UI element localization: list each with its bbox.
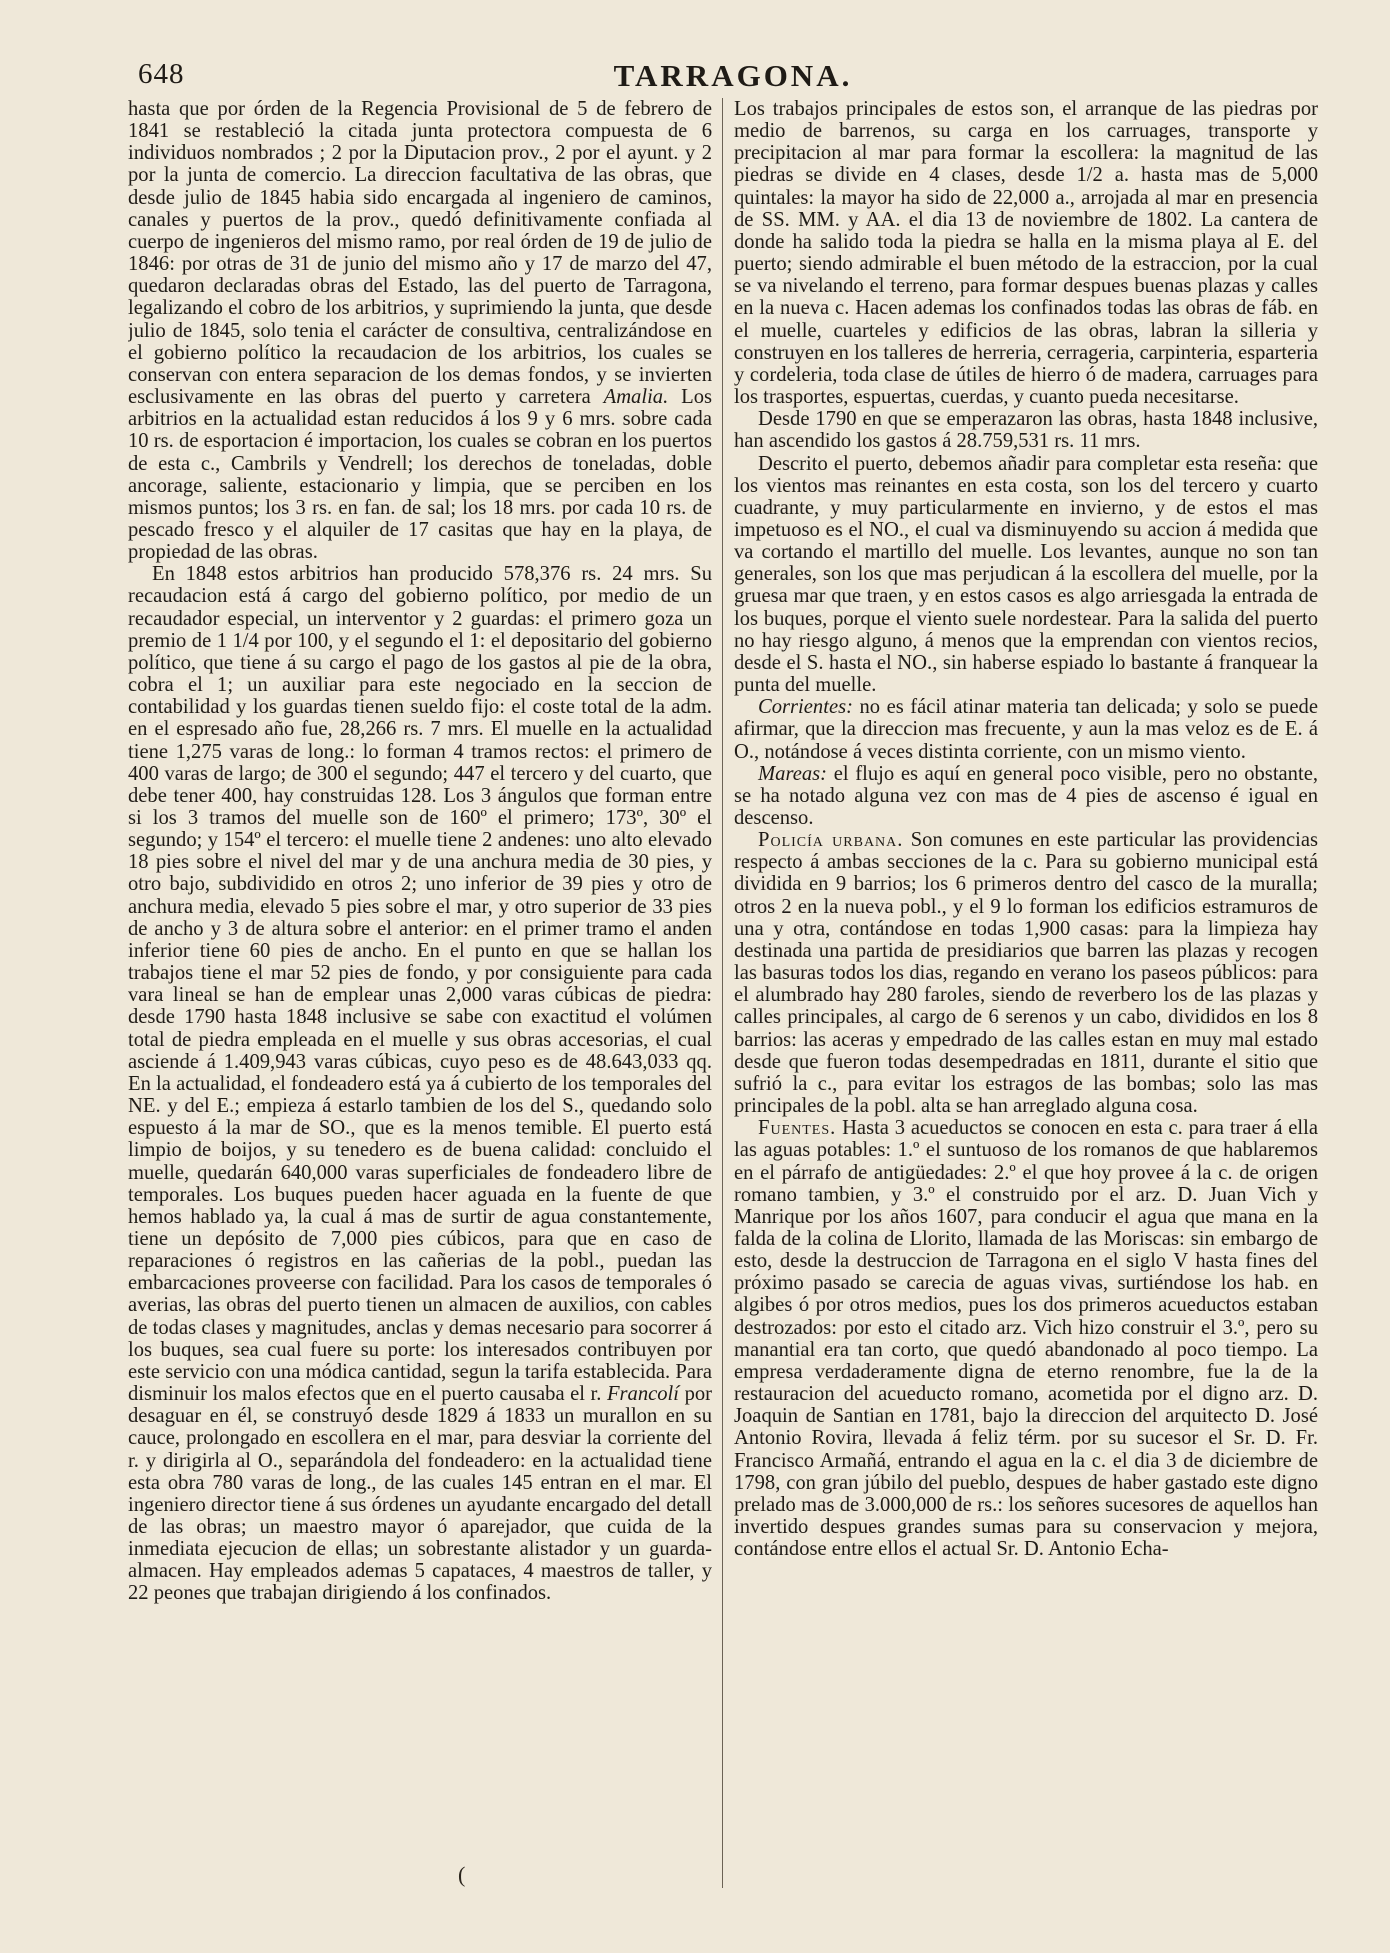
left-column bbox=[128, 98, 712, 1908]
paragraph: Policía urbana. Son comunes en este particular las providencias respecto á ambas secciones de la c. Para su gobierno municipal está dividida en 9 barrios; los 6 primeros dentro del casco de la muralla; otros 2 en la nueva pobl., y el 9 lo forman los edificios estramuros de una y otra, contándose en todas 1,900 casas: para la limpieza hay destinada una partida de presidiarios que barren las plazas y recogen las basuras todos los dias, regando en verano los paseos públicos: para el alumbrado hay 280 faroles, siendo de reverbero los de las plazas y calles principales, al cargo de 6 serenos y un cabo, divididos en los 8 barrios: las aceras y empedrado de las calles estan en muy mal estado desde que fueron todas desempedradas en 1811, durante el sitio que sufrió la c., para evitar los estragos de las bombas; solo las mas principales de la pobl. alta se han arreglado alguna cosa. bbox=[734, 829, 1318, 1118]
paragraph: Descrito el puerto, debemos añadir para completar esta reseña: que los vientos mas reinantes en esta costa, son los del tercero y cuarto cuadrante, y muy particularmente en invierno, y de estos el mas impetuoso es el NO., el cual va disminuyendo su accion á medida que va cortando el martillo del muelle. Los levantes, aunque no son tan generales, son los que mas perjudican á la escollera del muelle, por la gruesa mar que traen, y en estos casos es algo arriesgada la entrada de los buques, porque el viento suele nordestear. Para la salida del puerto no hay riesgo alguno, á menos que la emprendan con vientos recios, desde el S. hasta el NO., sin haberse espiado lo bastante á franquear la punta del muelle. bbox=[734, 452, 1318, 697]
page-header bbox=[128, 58, 1338, 98]
footer-mark: ( bbox=[458, 1862, 466, 1887]
column-divider bbox=[722, 98, 723, 1888]
paragraph: Mareas: el flujo es aquí en general poco visible, pero no obstante, se ha notado alguna vez con mas de 4 pies de ascenso é igual en descenso. bbox=[734, 762, 1318, 829]
paragraph: hasta que por órden de la Regencia Provisional de 5 de febrero de 1841 se restableció la citada junta protectora compuesta de 6 individuos nombrados ; 2 por la Diputacion prov., 2 por el ayunt. y 2 por la junta de comercio. La direccion facultativa de las obras, que desde julio de 1845 habia sido encargada al ingeniero de caminos, canales y puertos de la prov., quedó definitivamente confiada al cuerpo de ingenieros del mismo ramo, por real órden de 19 de julio de 1846: por otras de 31 de junio del mismo año y 17 de marzo del 47, quedaron declaradas obras del Estado, las del puerto de Tarragona, legalizando el cobro de los arbitrios, y suprimiendo la junta, que desde julio de 1845, solo tenia el carácter de consultiva, centralizándose en el gobierno político la recaudacion de los arbitrios, los cuales se conservan con entera separacion de los demas fondos, y se invierten esclusivamente en las obras del puerto y carretera Amalia. Los arbitrios en la actualidad estan reducidos á los 9 y 6 mrs. sobre cada 10 rs. de esportacion é importacion, los cuales se cobran en los puertos de esta c., Cambrils y Vendrell; los derechos de toneladas, doble ancorage, saliente, estacionario y limpia, que se perciben en los mismos puntos; los 3 rs. en fan. de sal; los 18 mrs. por cada 10 rs. de pescado fresco y el alquiler de 17 casitas que hay en la playa, de propiedad de las obras. bbox=[128, 98, 712, 564]
page-number: 648 bbox=[138, 58, 185, 90]
paragraph: Los trabajos principales de estos son, el arranque de las piedras por medio de barrenos, su carga en los carruages, transporte y precipitacion al mar para formar la escollera: la magnitud de las piedras se divide en 4 clases, desde 1/2 a. hasta mas de 5,000 quintales: la mayor ha sido de 22,000 a., arrojada al mar en presencia de SS. MM. y AA. el dia 13 de noviembre de 1802. La cantera de donde ha salido toda la piedra se halla en la misma playa al E. del puerto; siendo admirable el buen método de la estraccion, por la cual se va nivelando el terreno, para formar despues buenas plazas y calles en la nueva c. Hacen ademas los confinados todas las obras de fáb. en el muelle, cuarteles y edificios de las obras, labran la silleria y construyen en los talleres de herreria, cerrageria, carpinteria, esparteria y cordeleria, toda clase de útiles de hierro ó de madera, carruages para los trasportes, espuertas, cuerdas, y cuanto pueda necesitarse. bbox=[734, 98, 1318, 409]
section-label-fuentes: Fuentes. bbox=[758, 1117, 837, 1140]
text-columns bbox=[128, 98, 1344, 1908]
right-column bbox=[734, 98, 1318, 1908]
paragraph: Desde 1790 en que se emperazaron las obras, hasta 1848 inclusive, han ascendido los gastos á 28.759,531 rs. 11 mrs. bbox=[734, 408, 1318, 453]
section-label-policia: Policía urbana. bbox=[758, 829, 904, 852]
paragraph: Corrientes: no es fácil atinar materia tan delicada; y solo se puede afirmar, que la direccion mas frecuente, y aun la mas veloz es de E. á O., notándose á veces distinta corriente, con un mismo viento. bbox=[734, 696, 1318, 763]
running-title: TARRAGONA. bbox=[613, 58, 853, 93]
paragraph: En 1848 estos arbitrios han producido 578,376 rs. 24 mrs. Su recaudacion está á cargo del gobierno político, por medio de un recaudador especial, un interventor y 2 guardas: el primero goza un premio de 1 1/4 por 100, y el segundo el 1: el depositario del gobierno político, que tiene á su cargo el pago de los gastos al pie de la obra, cobra el 1; un auxiliar para este negociado en la seccion de contabilidad y los guardas tienen sueldo fijo: el coste total de la adm. en el espresado año fue, 28,266 rs. 7 mrs. El muelle en la actualidad tiene 1,275 varas de long.: lo forman 4 tramos rectos: el primero de 400 varas de largo; de 300 el segundo; 447 el tercero y del cuarto, que debe tener 400, hay construidas 128. Los 3 ángulos que forman entre si los 3 tramos del muelle son de 160º el primero; 173º, 30º el segundo; y 154º el tercero: el muelle tiene 2 andenes: uno alto elevado 18 pies sobre el nivel del mar y de una anchura media de 30 pies, y otro bajo, subdividido en otros 2; uno inferior de 39 pies y otro de anchura media, elevado 5 pies sobre el mar, y otro superior de 33 pies de ancho y 3 de altura sobre el anterior: en el primer tramo el anden inferior tiene 60 pies de ancho. En el punto en que se hallan los trabajos tiene el mar 52 pies de fondo, y por consiguiente para cada vara lineal se han de emplear unas 2,000 varas cúbicas de piedra: desde 1790 hasta 1848 inclusive se sabe con exactitud el volúmen total de piedra empleada en el muelle y sus obras accesorias, el cual asciende á 1.409,943 varas cúbicas, cuyo peso es de 48.643,033 qq. En la actualidad, el fondeadero está ya á cubierto de los temporales del NE. y del E.; empieza á estarlo tambien de los del S., quedando solo espuesto á la mar de SO., que es la menos temible. El puerto está limpio de boijos, y su tenedero es de buena calidad: concluido el muelle, quedarán 640,000 varas superficiales de fondeadero libre de temporales. Los buques pueden hacer aguada en la fuente de que hemos hablado ya, la cual á mas de surtir de agua constantemente, tiene un depósito de 7,000 pies cúbicos, para que en caso de reparaciones ó registros en las cañerias de la pobl., puedan las embarcaciones proveerse con facilidad. Para los casos de temporales ó averias, las obras del puerto tienen un almacen de auxilios, con cables de todas clases y magnitudes, anclas y demas necesario para socorrer á los buques, sea cual fuere su porte: los interesados contribuyen por este servicio con una módica cantidad, segun la tarifa establecida. Para disminuir los malos efectos que en el puerto causaba el r. Francolí por desaguar en él, se construyó desde 1829 á 1833 un murallon en su cauce, prolongado en escollera en el mar, para desviar la corriente del r. y dirigirla al O., separándola del fondeadero: en la actualidad tiene esta obra 780 varas de long., de las cuales 145 entran en el mar. El ingeniero director tiene á sus órdenes un ayudante encargado del detall de las obras; un maestro mayor ó aparejador, que cuida de la inmediata ejecucion de ellas; un sobrestante alistador y un guarda-almacen. Hay empleados ademas 5 capataces, 4 maestros de taller, y 22 peones que trabajan dirigiendo á los confinados. bbox=[128, 563, 712, 1605]
section-label-corrientes: Corrientes: bbox=[758, 696, 853, 719]
section-label-mareas: Mareas: bbox=[758, 762, 828, 785]
paragraph: Fuentes. Hasta 3 acueductos se conocen en esta c. para traer á ella las aguas potables: 1.º el suntuoso de los romanos de que hablaremos en el párrafo de antigüedades: 2.º el que hoy provee á la c. de origen romano tambien, y 3.º el construido por el arz. D. Juan Vich y Manrique por los años 1607, para conducir el agua que mana en la falda de la colina de Llorito, llamada de las Moriscas: sin embargo de esto, desde la destruccion de Tarragona en el siglo V hasta fines del próximo pasado se carecia de aguas vivas, surtiéndose los hab. en algibes ó por otros medios, pues los dos primeros acueductos estaban destrozados: por esto el citado arz. Vich hizo construir el 3.º, pero su manantial era tan corto, que quedó abandonado al poco tiempo. La empresa verdaderamente digna de eterno renombre, fue la de la restauracion del acueducto romano, acometida por el digno arz. D. Joaquin de Santian en 1781, bajo la direccion del arquitecto D. José Antonio Rovira, llevada á feliz térm. por su sucesor el Sr. D. Fr. Francisco Armañá, entrando el agua en la c. el dia 3 de diciembre de 1798, con gran júbilo del pueblo, despues de haber gastado este digno prelado mas de 3.000,000 de rs.: los señores sucesores de aquellos han invertido despues grandes sumas para su conservacion y mejora, contándose entre ellos el actual Sr. D. Antonio Echa- bbox=[734, 1117, 1318, 1561]
